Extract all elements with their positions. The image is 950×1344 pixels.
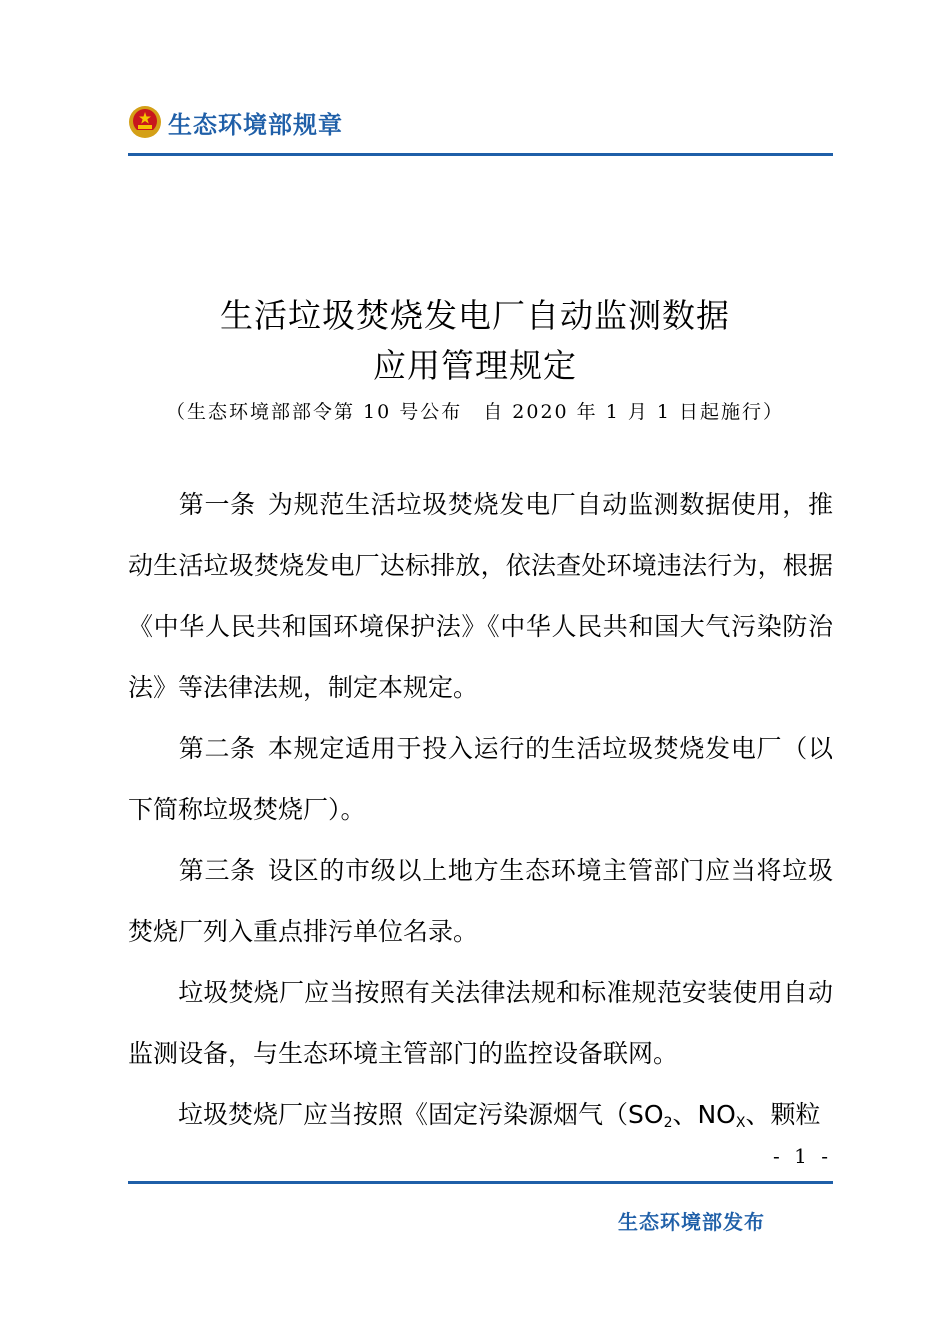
article-2 — [128, 718, 833, 840]
article-lead: 第一条 — [178, 490, 256, 519]
article-text: 为规范生活垃圾焚烧发电厂自动监测数据使用，推动生活垃圾焚烧发电厂达标排放，依法查处环境违法行为，根据《中华人民共和国环境保护法》《中华人民共和国大气污染防治法》等法律法规，制定本规定。 — [128, 490, 833, 702]
subscript-x: X — [735, 1115, 746, 1131]
header-divider — [128, 153, 833, 156]
article-text-b: 、NO — [672, 1100, 736, 1129]
article-3-para-2 — [128, 962, 833, 1084]
article-3-para-3 — [128, 1084, 833, 1154]
article-text: 垃圾焚烧厂应当按照有关法律法规和标准规范安装使用自动监测设备，与生态环境主管部门的监控设备联网。 — [128, 978, 833, 1068]
article-text-a: 垃圾焚烧厂应当按照《固定污染源烟气（SO — [178, 1100, 664, 1129]
national-emblem-icon — [128, 105, 162, 139]
document-title-line1: 生活垃圾焚烧发电厂自动监测数据 — [220, 296, 730, 335]
article-text: 设区的市级以上地方生态环境主管部门应当将垃圾焚烧厂列入重点排污单位名录。 — [128, 856, 833, 946]
footer-publisher: 生态环境部发布 — [618, 1210, 765, 1234]
page-number: - 1 - — [773, 1144, 832, 1168]
article-1 — [128, 474, 833, 718]
document-title-line2: 应用管理规定 — [373, 346, 577, 385]
article-text-c: 、颗粒 — [745, 1100, 821, 1129]
article-text: 本规定适用于投入运行的生活垃圾焚烧发电厂（以下简称垃圾焚烧厂）。 — [128, 734, 833, 824]
document-subtitle: （生态环境部部令第 10 号公布 自 2020 年 1 月 1 日起施行） — [165, 401, 785, 423]
header-title: 生态环境部规章 — [168, 110, 343, 139]
article-3 — [128, 840, 833, 962]
footer-divider — [128, 1181, 833, 1184]
article-lead: 第三条 — [178, 856, 256, 885]
subscript-2: 2 — [663, 1115, 673, 1131]
document-body — [128, 474, 833, 1154]
page-header — [128, 100, 343, 144]
article-lead: 第二条 — [178, 734, 256, 763]
